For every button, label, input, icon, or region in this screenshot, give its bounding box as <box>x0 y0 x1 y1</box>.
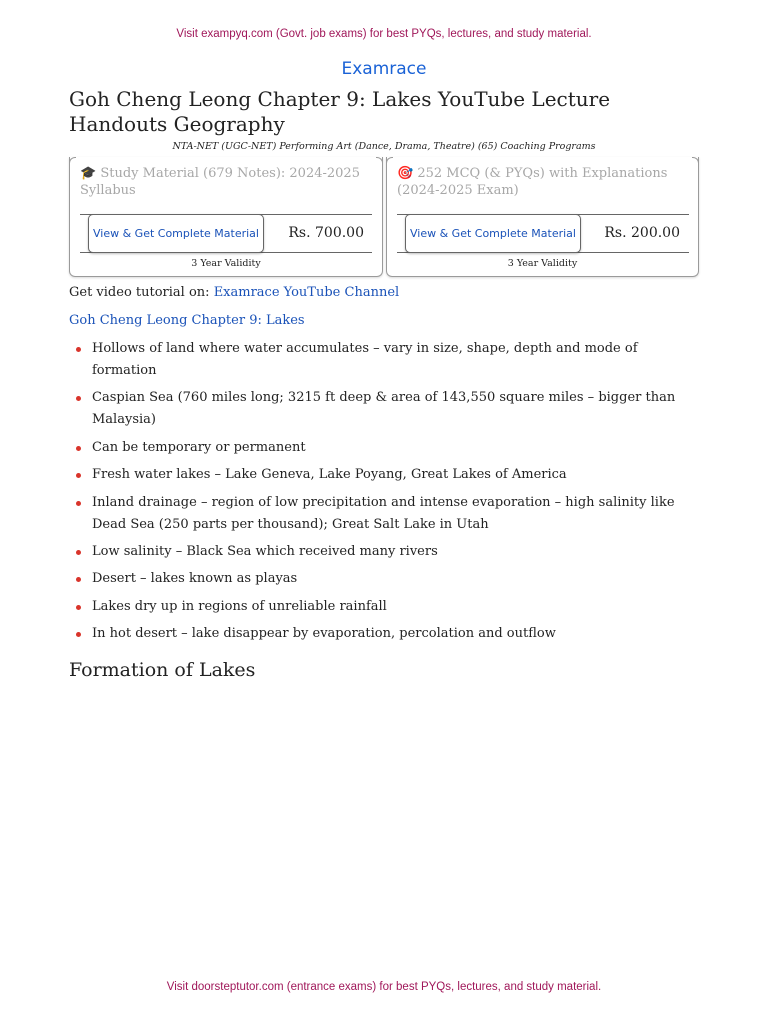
validity-label: 3 Year Validity <box>191 258 261 269</box>
youtube-channel-link[interactable]: Examrace YouTube Channel <box>213 285 400 300</box>
list-item: Low salinity – Black Sea which received many rivers <box>69 541 694 563</box>
list-item: Fresh water lakes – Lake Geneva, Lake Poyang, Great Lakes of America <box>69 464 694 486</box>
brand-link[interactable]: Examrace <box>341 59 427 79</box>
list-item: Lakes dry up in regions of unreliable rainfall <box>69 596 694 618</box>
list-item: Hollows of land where water accumulates – vary in size, shape, depth and mode of formation <box>69 338 694 382</box>
card-title <box>397 165 692 199</box>
mcq-card <box>386 157 699 277</box>
section-heading: Formation of Lakes <box>69 659 256 681</box>
chapter-link[interactable]: Goh Cheng Leong Chapter 9: Lakes <box>69 313 305 328</box>
price: Rs. 700.00 <box>288 225 364 241</box>
list-item: In hot desert – lake disappear by evaporation, percolation and outflow <box>69 623 694 645</box>
list-item: Inland drainage – region of low precipitation and intense evaporation – high salinity like Dead Sea (250 parts per thousand); Great Salt Lake in Utah <box>69 492 694 536</box>
card-title-text: Study Material (679 Notes): 2024-2025 Syllabus <box>80 166 360 198</box>
page-title: Goh Cheng Leong Chapter 9: Lakes YouTube Lecture Handouts Geography <box>69 87 611 136</box>
video-prefix: Get video tutorial on: <box>69 285 214 300</box>
notes-list <box>69 338 694 651</box>
list-item: Can be temporary or permanent <box>69 437 694 459</box>
graduation-cap-icon: 🎓 <box>80 166 97 181</box>
video-tutorial-line <box>69 285 399 300</box>
view-material-button[interactable]: View & Get Complete Material <box>88 214 264 253</box>
product-cards <box>69 157 699 277</box>
top-banner[interactable]: Visit exampyq.com (Govt. job exams) for best PYQs, lectures, and study material. <box>176 28 592 40</box>
list-item: Caspian Sea (760 miles long; 3215 ft deep & area of 143,550 square miles – bigger than Malaysia) <box>69 387 694 431</box>
bottom-banner[interactable]: Visit doorsteptutor.com (entrance exams) for best PYQs, lectures, and study material. <box>166 981 602 993</box>
card-title-text: 252 MCQ (& PYQs) with Explanations (2024-2025 Exam) <box>397 166 668 198</box>
price: Rs. 200.00 <box>604 225 680 241</box>
list-item: Desert – lakes known as playas <box>69 568 694 590</box>
target-icon: 🎯 <box>397 166 414 181</box>
validity-label: 3 Year Validity <box>507 258 578 269</box>
card-title <box>80 165 375 199</box>
subtitle: NTA-NET (UGC-NET) Performing Art (Dance, Drama, Theatre) (65) Coaching Programs <box>172 141 596 152</box>
view-material-button[interactable]: View & Get Complete Material <box>405 214 581 253</box>
study-material-card <box>69 157 383 277</box>
